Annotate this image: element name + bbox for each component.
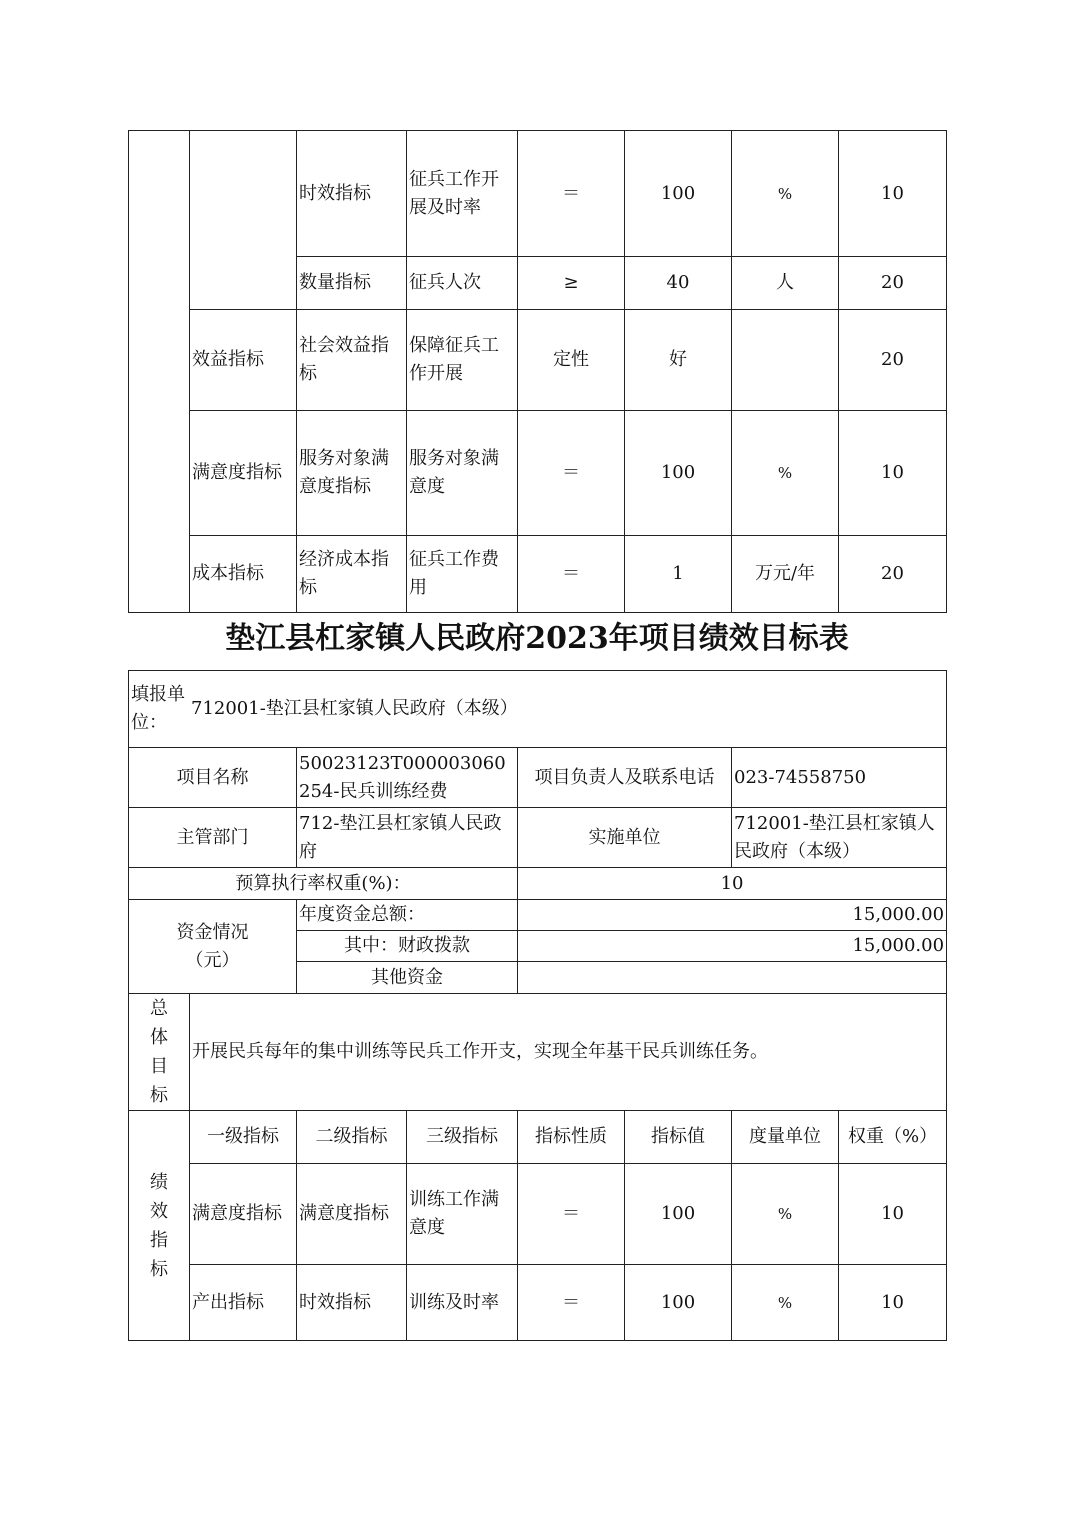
contact-value: 023-74558750 [732,748,947,808]
table-row [129,1164,947,1265]
weight-cell: 10 [839,411,947,536]
value-cell: 100 [625,1164,732,1265]
level2-cell: 社会效益指标 [297,310,407,411]
level2-cell: 满意度指标 [297,1164,407,1265]
level3-cell: 服务对象满意度 [407,411,518,536]
performance-target-table [128,670,947,1341]
nature-cell: ＝ [518,536,625,613]
level3-cell: 训练及时率 [407,1265,518,1341]
weight-cell: 10 [839,1164,947,1265]
level3-cell: 征兵人次 [407,257,518,310]
level2-cell: 经济成本指标 [297,536,407,613]
nature-cell: ＝ [518,1164,625,1265]
unit-cell: % [732,411,839,536]
impl-label: 实施单位 [518,808,732,868]
project-name-value: 50023123T000003060254-民兵训练经费 [297,748,518,808]
value-cell: 100 [625,131,732,257]
level2-cell: 服务对象满意度指标 [297,411,407,536]
weight-cell: 10 [839,131,947,257]
perf-label-cell [129,131,190,613]
level1-cell [190,131,297,310]
budget-weight-label: 预算执行率权重(%)： [129,868,518,900]
table-row [129,671,947,748]
unit-cell: % [732,131,839,257]
unit-cell: % [732,1164,839,1265]
header-value: 指标值 [625,1111,732,1164]
table-row [129,1265,947,1341]
reporting-unit-label: 填报单位： [131,684,185,733]
weight-cell: 20 [839,257,947,310]
level1-cell: 成本指标 [190,536,297,613]
perf-indicators-label: 绩效指标 [129,1111,190,1341]
nature-cell: ＝ [518,1265,625,1341]
budget-weight-value: 10 [518,868,947,900]
unit-cell [732,310,839,411]
level1-cell: 产出指标 [190,1265,297,1341]
table-row [129,994,947,1111]
unit-cell: 万元/年 [732,536,839,613]
continued-indicator-table [128,130,947,613]
table-row [129,536,947,613]
table-row [129,748,947,808]
table-row [129,131,947,257]
nature-cell: ≥ [518,257,625,310]
funds-total-value: 15,000.00 [518,900,947,931]
header-nature: 指标性质 [518,1111,625,1164]
value-cell: 40 [625,257,732,310]
unit-cell: 人 [732,257,839,310]
level2-cell: 数量指标 [297,257,407,310]
nature-cell: 定性 [518,310,625,411]
table-row [129,868,947,900]
level1-cell: 满意度指标 [190,411,297,536]
table-row [129,1111,947,1164]
page-title: 垫江县杠家镇人民政府2023年项目绩效目标表 [225,621,849,656]
funds-total-label: 年度资金总额： [297,900,518,931]
overall-goal-label: 总体目标 [129,994,190,1111]
header-unit: 度量单位 [732,1111,839,1164]
value-cell: 好 [625,310,732,411]
dept-label: 主管部门 [129,808,297,868]
level3-cell: 征兵工作费用 [407,536,518,613]
header-level3: 三级指标 [407,1111,518,1164]
level3-cell: 征兵工作开展及时率 [407,131,518,257]
value-cell: 100 [625,411,732,536]
level3-cell: 保障征兵工作开展 [407,310,518,411]
weight-cell: 20 [839,310,947,411]
weight-cell: 20 [839,536,947,613]
level2-cell: 时效指标 [297,1265,407,1341]
reporting-unit-row [129,671,947,748]
header-level2: 二级指标 [297,1111,407,1164]
table-row [129,310,947,411]
value-cell: 1 [625,536,732,613]
header-level1: 一级指标 [190,1111,297,1164]
dept-value: 712-垫江县杠家镇人民政府 [297,808,518,868]
level1-cell: 满意度指标 [190,1164,297,1265]
contact-label: 项目负责人及联系电话 [518,748,732,808]
value-cell: 100 [625,1265,732,1341]
nature-cell: ＝ [518,411,625,536]
unit-cell: % [732,1265,839,1341]
funds-other-label: 其他资金 [297,962,518,994]
overall-goal-text: 开展民兵每年的集中训练等民兵工作开支，实现全年基干民兵训练任务。 [190,994,947,1111]
level3-cell: 训练工作满意度 [407,1164,518,1265]
table-row [129,411,947,536]
reporting-unit-value: 712001-垫江县杠家镇人民政府（本级） [191,698,518,719]
funds-fiscal-value: 15,000.00 [518,931,947,962]
header-weight: 权重（%） [839,1111,947,1164]
table-row [129,900,947,931]
weight-cell: 10 [839,1265,947,1341]
funds-other-value [518,962,947,994]
funds-label: 资金情况（元） [129,900,297,994]
impl-value: 712001-垫江县杠家镇人民政府（本级） [732,808,947,868]
project-name-label: 项目名称 [129,748,297,808]
nature-cell: ＝ [518,131,625,257]
table-row [129,808,947,868]
level1-cell: 效益指标 [190,310,297,411]
funds-fiscal-label: 其中：财政拨款 [297,931,518,962]
level2-cell: 时效指标 [297,131,407,257]
